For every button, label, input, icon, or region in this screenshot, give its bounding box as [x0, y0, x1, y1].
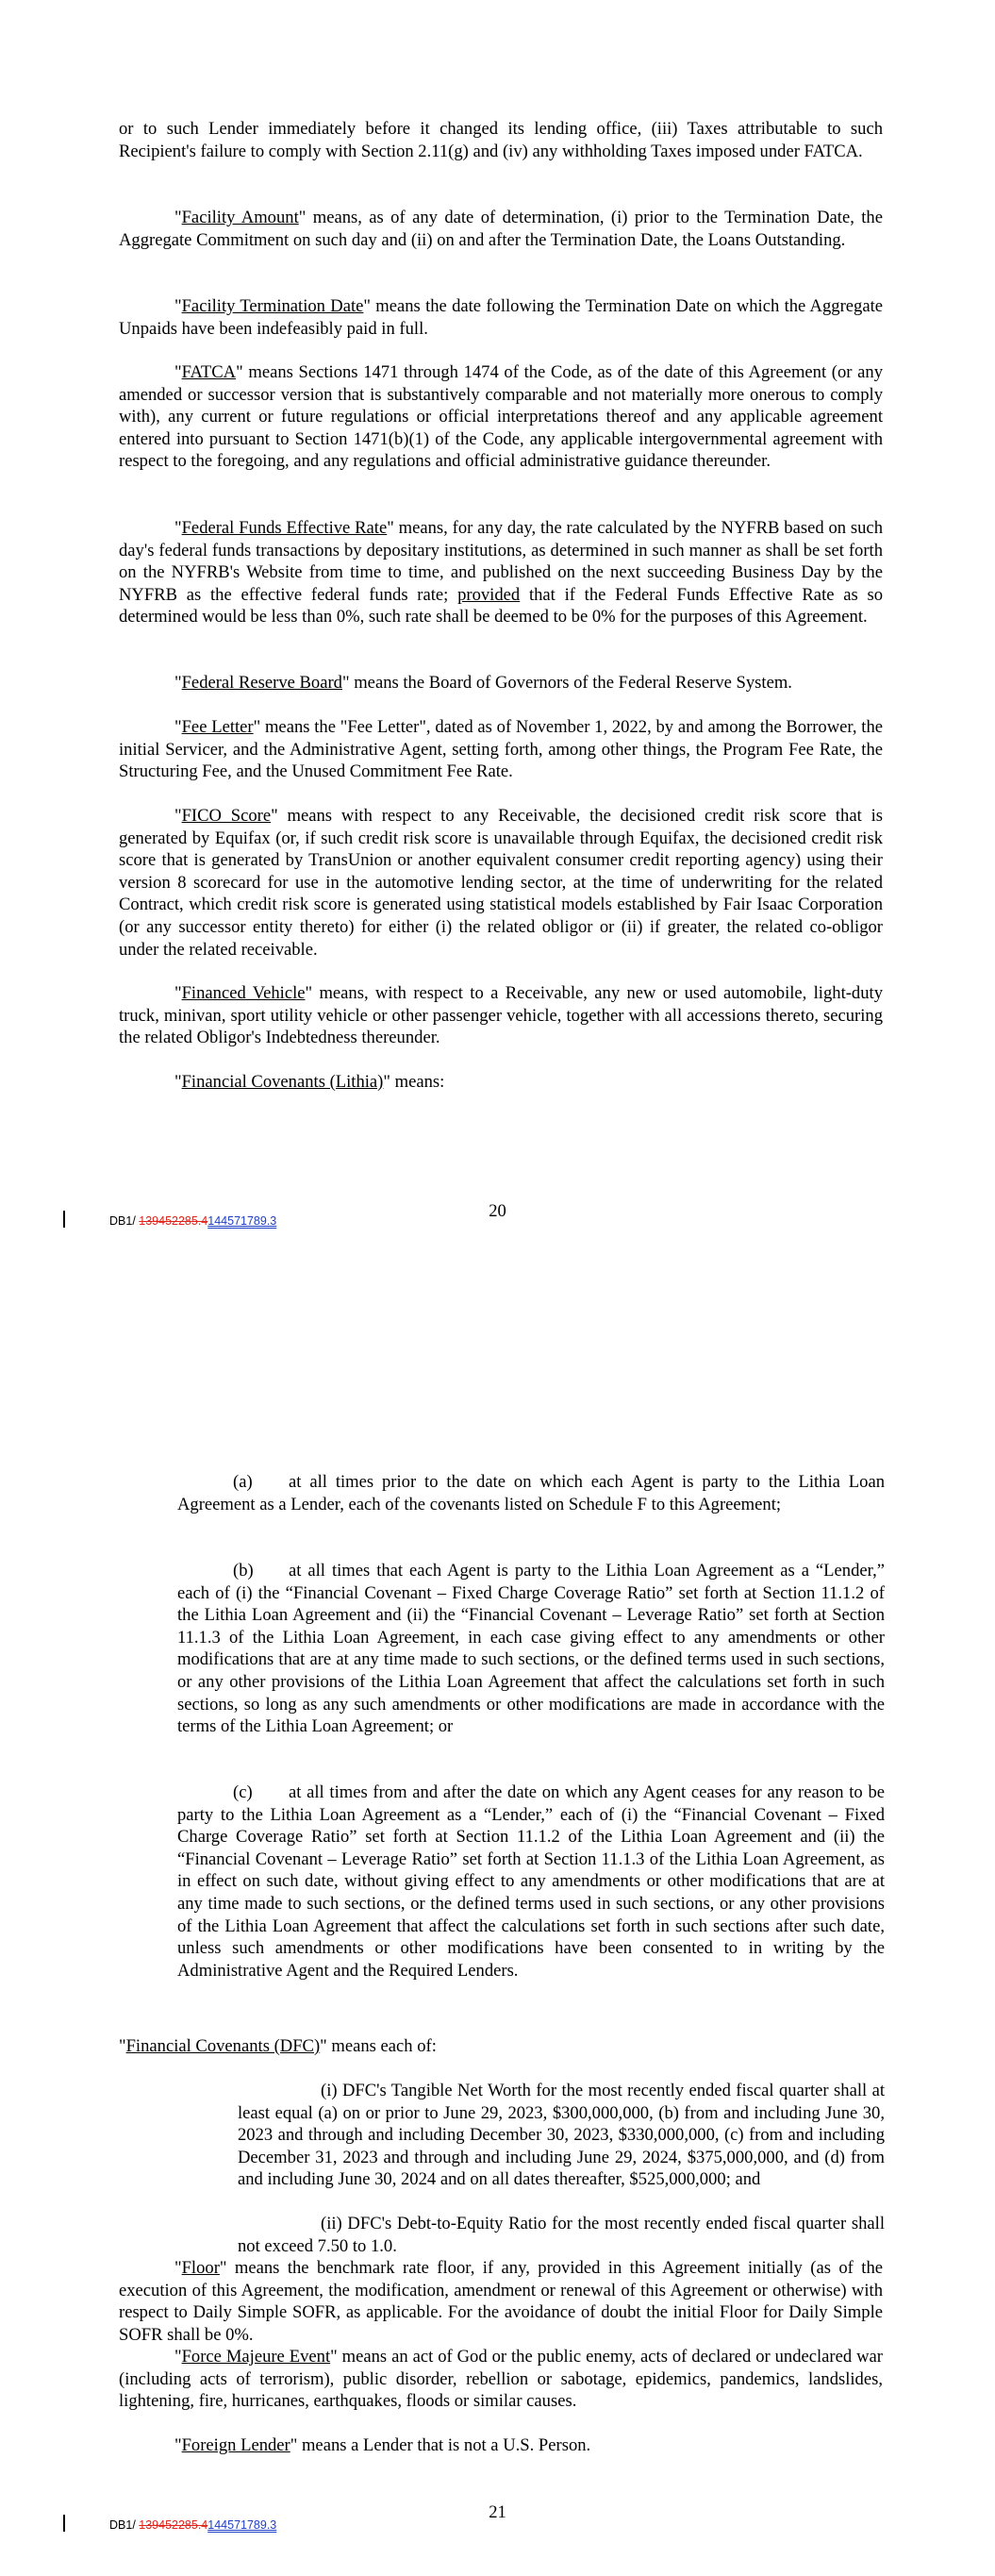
definition-text: " means, for any day, the rate calculated by the NYFRB based on such day's federal funds transactions by depositary institutions, as determined in such manner as shall be set forth on the NYFRB's Website from time to time, and published on the next succeeding Business Day by the NYFRB as the effective federal funds rate;: [119, 518, 883, 605]
open-quote: ": [174, 983, 182, 1003]
clause-text: at all times that each Agent is party to the Lithia Loan Agreement as a “Lender,” each of (i) the “Financial Covenant – Fixed Charge Coverage Ratio” set forth at Section 11.1.2 of the Lithia Loan Agreement and (ii) the “Financial Covenant – Leverage Ratio” set forth at Section 11.1.3 of the Lithia Loan Agreement, in each case giving effect to any amendments or other modifications that are at any time made to such sections, or the defined terms used in such sections, or any other provisions of the Lithia Loan Agreement that affect the calculations set forth in such sections, so long as any such amendments or other modifications are made in accordance with the terms of the Lithia Loan Agreement; or: [177, 1561, 885, 1737]
covenant-text: (i) DFC's Tangible Net Worth for the most recently ended fiscal quarter shall at least equal (a) on or prior to June 29, 2023, $300,000,000, (b) from and including June 30, 2023 and through and including December 30, 2023, $330,000,000, (c) from and including December 31, 2023 and through and including June 29, 2024, $375,000,000, and (d) from and including June 30, 2024 and on all dates thereafter, $525,000,000; and: [238, 2081, 885, 2190]
defined-term: Federal Reserve Board: [181, 673, 342, 693]
definition-text: " means with respect to any Receivable, the decisioned credit risk score that is generated by Equifax (or, if such credit risk score is unavailable through Equifax, the decisioned credit risk score that is generated by TransUnion or another equivalent consumer credit reporting agency) using their version 8 scorecard for use in the automotive lending sector, at the time of underwriting for the related Contract, which credit risk score is generated using statistical models established by Fair Isaac Corporation (or any successor entity thereto) for either (i) the related obligor or (ii) if greater, the related co-obligor under the related receivable.: [119, 806, 883, 960]
definition-text: " means the Board of Governors of the Federal Reserve System.: [341, 673, 792, 693]
open-quote: ": [174, 717, 182, 737]
definition-text-continued: that if the Federal Funds Effective Rate as so determined would be less than 0%, such rate shall be deemed to be 0% for the purposes of this Agreement.: [119, 584, 883, 627]
definition-financial-covenants-dfc: [119, 2035, 883, 2058]
defined-term: Financed Vehicle: [181, 983, 306, 1003]
defined-term: Fee Letter: [181, 717, 254, 737]
definition-text: " means the "Fee Letter", dated as of November 1, 2022, by and among the Borrower, the initial Servicer, and the Administrative Agent, setting forth, among other things, the Program Fee Rate, the Structuring Fee, and the Unused Commitment Fee Rate.: [119, 717, 883, 782]
definition-facility-amount: [119, 207, 883, 251]
page-number: 21: [489, 2502, 506, 2522]
footer-deleted-id: 139452285.4: [139, 2518, 208, 2532]
document-footer: [109, 2518, 276, 2532]
footer-prefix: DB1/: [109, 1214, 140, 1228]
definition-text: " means each of:: [320, 2036, 437, 2056]
defined-term: Facility Termination Date: [181, 296, 364, 316]
open-quote: ": [174, 1072, 182, 1092]
paragraph-text: or to such Lender immediately before it changed its lending office, (iii) Taxes attributable to such Recipient's failure to comply with Section 2.11(g) and (iv) any withholding Taxes imposed under FATCA.: [119, 119, 883, 161]
definition-federal-funds-effective-rate: [119, 517, 883, 628]
page-21: [0, 1288, 995, 2576]
page-number: 20: [489, 1201, 506, 1221]
definition-force-majeure-event: [119, 2346, 883, 2413]
provided-term: provided: [457, 584, 521, 605]
defined-term: FICO Score: [181, 806, 272, 826]
open-quote: ": [174, 2347, 182, 2367]
definition-facility-termination-date: [119, 295, 883, 340]
definition-text: " means a Lender that is not a U.S. Person.: [290, 2435, 591, 2455]
definition-foreign-lender: [119, 2434, 883, 2457]
definition-fico-score: [119, 805, 883, 961]
defined-term: Force Majeure Event: [181, 2347, 331, 2367]
definition-fee-letter: [119, 716, 883, 783]
definition-text: " means the benchmark rate floor, if any, provided in this Agreement initially (as of the execution of this Agreement, the modification, amendment or renewal of this Agreement or otherwise) with respect to Daily Simple SOFR, as applicable. For the avoidance of doubt the initial Floor for Daily Simple SOFR shall be 0%.: [119, 2258, 883, 2345]
document-footer: [109, 1214, 276, 1228]
dfc-covenant-ii: [238, 2213, 885, 2257]
definition-text: " means:: [383, 1072, 445, 1092]
open-quote: ": [174, 208, 182, 227]
open-quote: ": [174, 806, 182, 826]
open-quote: ": [119, 2036, 126, 2056]
lithia-clause-a: [177, 1471, 885, 1515]
change-bar: [63, 2515, 65, 2532]
defined-term: FATCA: [181, 362, 237, 382]
covenant-text: (ii) DFC's Debt-to-Equity Ratio for the most recently ended fiscal quarter shall not exceed 7.50 to 1.0.: [238, 2214, 885, 2256]
definition-financial-covenants-lithia: [119, 1071, 883, 1094]
definition-fatca: [119, 361, 883, 473]
definition-financed-vehicle: [119, 982, 883, 1049]
change-bar: [63, 1211, 65, 1228]
definition-text: " means an act of God or the public enemy, acts of declared or undeclared war (including acts of terrorism), public disorder, rebellion or sabotage, epidemics, pandemics, landslides, lightening, fire, hurricanes, earthquakes, floods or similar causes.: [119, 2347, 883, 2412]
footer-inserted-id: 144571789.3: [207, 2518, 277, 2532]
clause-text: at all times prior to the date on which each Agent is party to the Lithia Loan Agreement as a Lender, each of the covenants listed on Schedule F to this Agreement;: [177, 1472, 885, 1514]
defined-term: Federal Funds Effective Rate: [181, 518, 388, 538]
clause-label: (b): [233, 1561, 254, 1581]
definition-text: " means Sections 1471 through 1474 of the Code, as of the date of this Agreement (or any amended or successor version that is substantively comparable and not materially more onerous to comply with), any current or future regulations or official interpretations thereof and any applicable agreement entered into pursuant to Section 1471(b)(1) of the Code, any applicable intergovernmental agreement with respect to the foregoing, and any regulations and official administrative guidance thereunder.: [119, 362, 883, 472]
defined-term: Foreign Lender: [181, 2435, 290, 2455]
clause-label: (a): [233, 1472, 253, 1492]
dfc-covenant-i: [238, 2080, 885, 2191]
defined-term: Financial Covenants (DFC): [125, 2036, 321, 2056]
definition-federal-reserve-board: [119, 672, 883, 694]
footer-inserted-id: 144571789.3: [207, 1214, 277, 1228]
lithia-clause-b: [177, 1560, 885, 1738]
open-quote: ": [174, 518, 182, 538]
defined-term: Financial Covenants (Lithia): [181, 1072, 384, 1092]
defined-term: Facility Amount: [181, 208, 299, 227]
open-quote: ": [174, 2435, 182, 2455]
defined-term: Floor: [181, 2258, 220, 2278]
definition-text: " means, as of any date of determination, (i) prior to the Termination Date, the Aggregate Commitment on such day and (ii) on and after the Termination Date, the Loans Outstanding.: [119, 208, 883, 250]
lithia-clause-c: [177, 1781, 885, 1982]
clause-text: at all times from and after the date on which any Agent ceases for any reason to be party to the Lithia Loan Agreement as a “Lender,” each of (i) the “Financial Covenant – Fixed Charge Coverage Ratio” set forth at Section 11.1.2 of the Lithia Loan Agreement and (ii) the “Financial Covenant – Leverage Ratio” set forth at Section 11.1.3 of the Lithia Loan Agreement, as in effect on such date, without giving effect to any amendments or other modifications that are at any time made to such sections, or the defined terms used in such sections, or any other provisions of the Lithia Loan Agreement that affect the calculations set forth in such sections after such date, unless such amendments or other modifications have been consented to in writing by the Administrative Agent and the Required Lenders.: [177, 1782, 885, 1981]
footer-deleted-id: 139452285.4: [139, 1214, 208, 1228]
clause-label: (c): [233, 1782, 253, 1802]
open-quote: ": [174, 673, 182, 693]
open-quote: ": [174, 362, 182, 382]
footer-prefix: DB1/: [109, 2518, 140, 2532]
paragraph-fatca-continuation: [119, 118, 883, 162]
definition-text: " means, with respect to a Receivable, any new or used automobile, light-duty truck, minivan, sport utility vehicle or other passenger vehicle, together with all accessions thereto, securing the related Obligor's Indebtedness thereunder.: [119, 983, 883, 1048]
definition-text: " means the date following the Termination Date on which the Aggregate Unpaids have been indefeasibly paid in full.: [119, 296, 883, 339]
open-quote: ": [174, 296, 182, 316]
open-quote: ": [174, 2258, 182, 2278]
definition-floor: [119, 2257, 883, 2346]
